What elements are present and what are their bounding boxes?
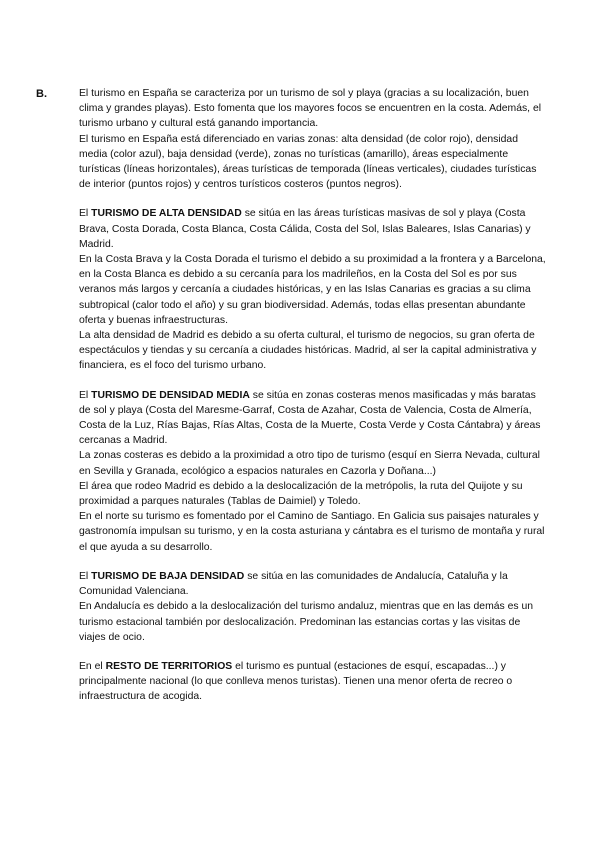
paragraph-gap — [79, 374, 549, 388]
densidad-media-paragraph: La zonas costeras es debido a la proximidad a otro tipo de turismo (esquí en Sierra Nevada, cultural en Sevilla y Granada, ecológico a espacios naturales en Cazorla y Doñana...) — [79, 450, 540, 477]
baja-densidad-paragraph: En Andalucía es debido a la deslocalización del turismo andaluz, mientras que en las demás es un turismo estacional también por deslocalización. Predominan las estancias cortas y las visitas de viajes de ocio. — [79, 601, 534, 643]
lead-prefix: En el — [79, 660, 106, 672]
intro-paragraph: El turismo en España se caracteriza por un turismo de sol y playa (gracias a su localización, buen clima y grandes playas). Esto fomenta que los mayores focos se encuentren en la costa. Además, el turismo urbano y cultural está ganando importancia. — [79, 88, 542, 130]
densidad-media-lead — [79, 388, 549, 449]
lead-text: se sitúa en zonas costeras menos masificadas y más baratas de sol y playa (Costa del Maresme-Garraf, Costa de Azahar, Costa de Valencia, Costa de Almería, Costa de la Luz, Rías Bajas, Rías Altas, Costa de la Muerte, Costa Verde y Costa Cántabra) y áreas cercanas a Madrid. — [79, 389, 541, 447]
alta-densidad-lead — [79, 206, 549, 252]
densidad-media-heading: TURISMO DE DENSIDAD MEDIA — [91, 389, 250, 401]
lead-prefix: El — [79, 389, 92, 401]
alta-densidad-paragraph: La alta densidad de Madrid es debido a su oferta cultural, el turismo de negocios, su gran oferta de espectáculos y tiendas y su cercanía a ciudades históricas. Madrid, al ser la capital administrativa y financiera, es el foco del turismo urbano. — [79, 330, 537, 372]
densidad-media-paragraph: En el norte su turismo es fomentado por el Camino de Santiago. En Galicia sus paisajes naturales y gastronomía impulsan su turismo, y en la costa asturiana y cántabra es el turismo de montaña y rural el que ayuda a su desarrollo. — [79, 511, 545, 553]
alta-densidad-paragraph: En la Costa Brava y la Costa Dorada el turismo el debido a su proximidad a la frontera y a Barcelona, en la Costa Blanca es debido a su cercanía para los madrileños, en la Costa del Sol es por sus veranos más largos y cercanía a ciudades históricas, y en las Islas Canarias es gracias a su clima subtropical (calor todo el año) y su gran biodiversidad. Además, todas ellas presentan abundante oferta y buenas infraestructuras. — [79, 254, 546, 326]
paragraph-gap — [79, 555, 549, 569]
lead-text: se sitúa en las comunidades de Andalucía, Cataluña y la Comunidad Valenciana. — [79, 570, 508, 598]
lead-text: el turismo es puntual (estaciones de esquí, escapadas...) y principalmente nacional (lo que conlleva menos turistas). Tienen una menor oferta de recreo o infraestructura de acogida. — [79, 660, 513, 703]
resto-territorios-lead — [79, 659, 549, 705]
lead-text: se sitúa en las áreas turísticas masivas de sol y playa (Costa Brava, Costa Dorada, Costa Blanca, Costa Cálida, Costa del Sol, Islas Baleares, Islas Canarias) y Madrid. — [79, 208, 531, 250]
paragraph-gap — [79, 192, 549, 206]
paragraph-gap — [79, 645, 549, 659]
baja-densidad-lead — [79, 569, 549, 599]
baja-densidad-heading: TURISMO DE BAJA DENSIDAD — [91, 570, 245, 582]
lead-prefix: El — [79, 208, 92, 220]
section-marker: B. — [36, 88, 47, 100]
intro-paragraph: El turismo en España está diferenciado en varias zonas: alta densidad (de color rojo), densidad media (color azul), baja densidad (verde), zonas no turísticas (amarillo), áreas especialmente turísticas (líneas horizontales), áreas turísticas de temporada (líneas verticales), ciudades turísticas de interior (puntos rojos) y centros turísticos costeros (puntos negros). — [79, 133, 537, 191]
alta-densidad-heading: TURISMO DE ALTA DENSIDAD — [91, 208, 242, 220]
densidad-media-paragraph: El área que rodeo Madrid es debido a la deslocalización de la metrópolis, la ruta del Quijote y su proximidad a parques naturales (Tablas de Daimiel) y Toledo. — [79, 480, 523, 508]
lead-prefix: El — [79, 570, 92, 582]
document-body — [79, 86, 549, 705]
resto-territorios-heading: RESTO DE TERRITORIOS — [105, 660, 233, 672]
